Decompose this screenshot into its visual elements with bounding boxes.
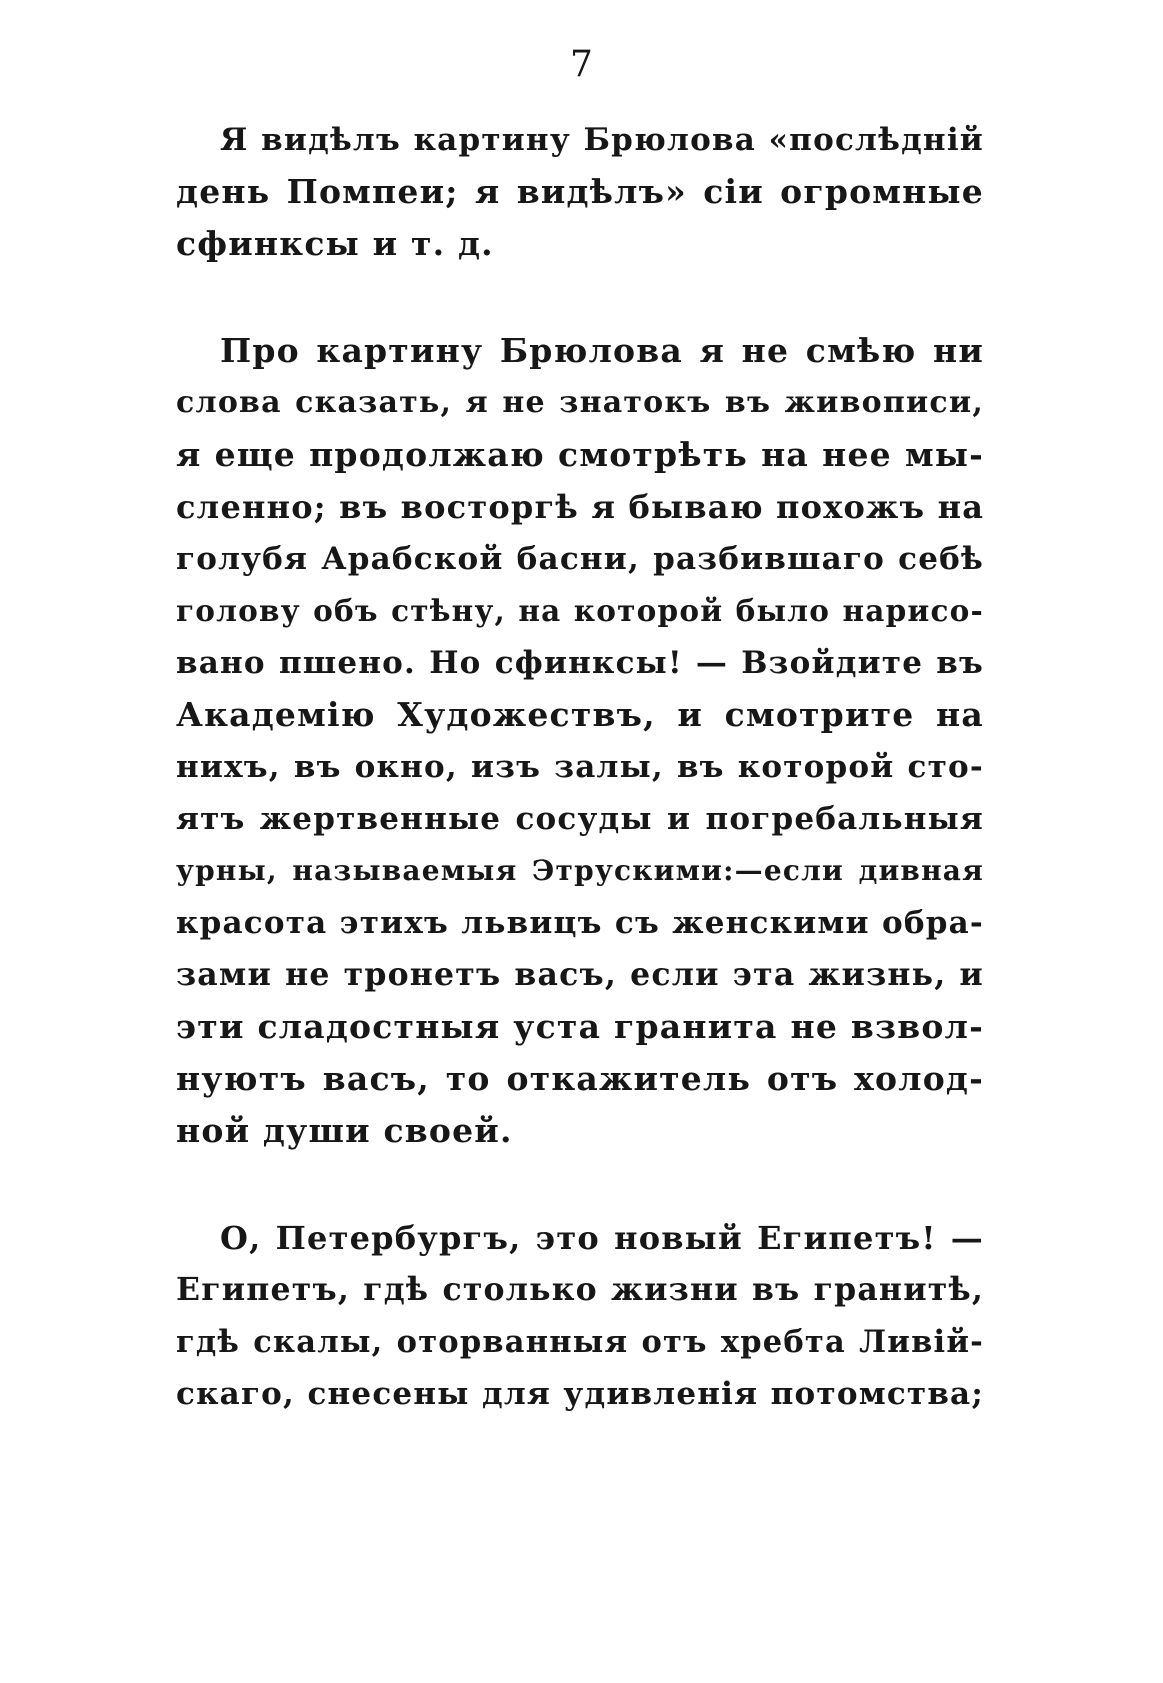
page-number: 7 bbox=[570, 44, 593, 85]
paragraph-2-line: Про картину Брюлова я не смѣю ни bbox=[220, 331, 984, 370]
paragraph-2-line: нуютъ васъ, то откажитель отъ холод- bbox=[176, 1059, 984, 1098]
paragraph-1-line: день Помпеи; я видѣлъ» сіи огромные bbox=[176, 172, 984, 211]
paragraph-2-line: урны, называемыя Этрускими:—если дивная bbox=[176, 854, 984, 887]
paragraph-2-line: ной души своей. bbox=[176, 1111, 513, 1150]
paragraph-2-line: сленно; въ восторгѣ я бываю похожъ на bbox=[176, 488, 985, 526]
paragraph-2-line: зами не тронетъ васъ, если эта жизнь, и bbox=[176, 956, 984, 993]
paragraph-3-line: Египетъ, гдѣ столько жизни въ гранитѣ, bbox=[176, 1271, 984, 1308]
paragraph-2-line: эти сладостныя уста гранита не взвол- bbox=[176, 1007, 984, 1046]
paragraph-2-line: вано пшено. Но сфинксы! — Взойдите въ bbox=[176, 645, 984, 681]
paragraph-2-line: я еще продолжаю смотрѣть на нее мы- bbox=[176, 435, 984, 474]
paragraph-3-line: О, Петербургъ, это новый Египетъ! — bbox=[220, 1219, 984, 1257]
paragraph-2-line: ятъ жертвенные сосуды и погребальныя bbox=[176, 801, 984, 837]
paragraph-2-line: слова сказать, я не знатокъ въ живописи, bbox=[176, 385, 984, 420]
paragraph-2-line: красота этихъ львицъ съ женскими обра- bbox=[176, 905, 984, 941]
paragraph-2-line: нихъ, въ окно, изъ залы, въ которой сто- bbox=[176, 749, 984, 785]
paragraph-3-line: гдѣ скалы, оторванныя отъ хребта Ливій- bbox=[176, 1324, 984, 1360]
paragraph-3-line: скаго, снесены для удивленія потомства; bbox=[176, 1376, 984, 1412]
paragraph-2-line: Академію Художествъ, и смотрите на bbox=[176, 695, 984, 734]
paragraph-2-line: голубя Арабской басни, разбившаго себѣ bbox=[176, 541, 984, 577]
paragraph-1-line: сфинксы и т. д. bbox=[176, 224, 494, 263]
paragraph-1-line: Я видѣлъ картину Брюлова «послѣдній bbox=[220, 122, 984, 158]
paragraph-2-line: голову объ стѣну, на которой было нарисо- bbox=[176, 593, 984, 628]
